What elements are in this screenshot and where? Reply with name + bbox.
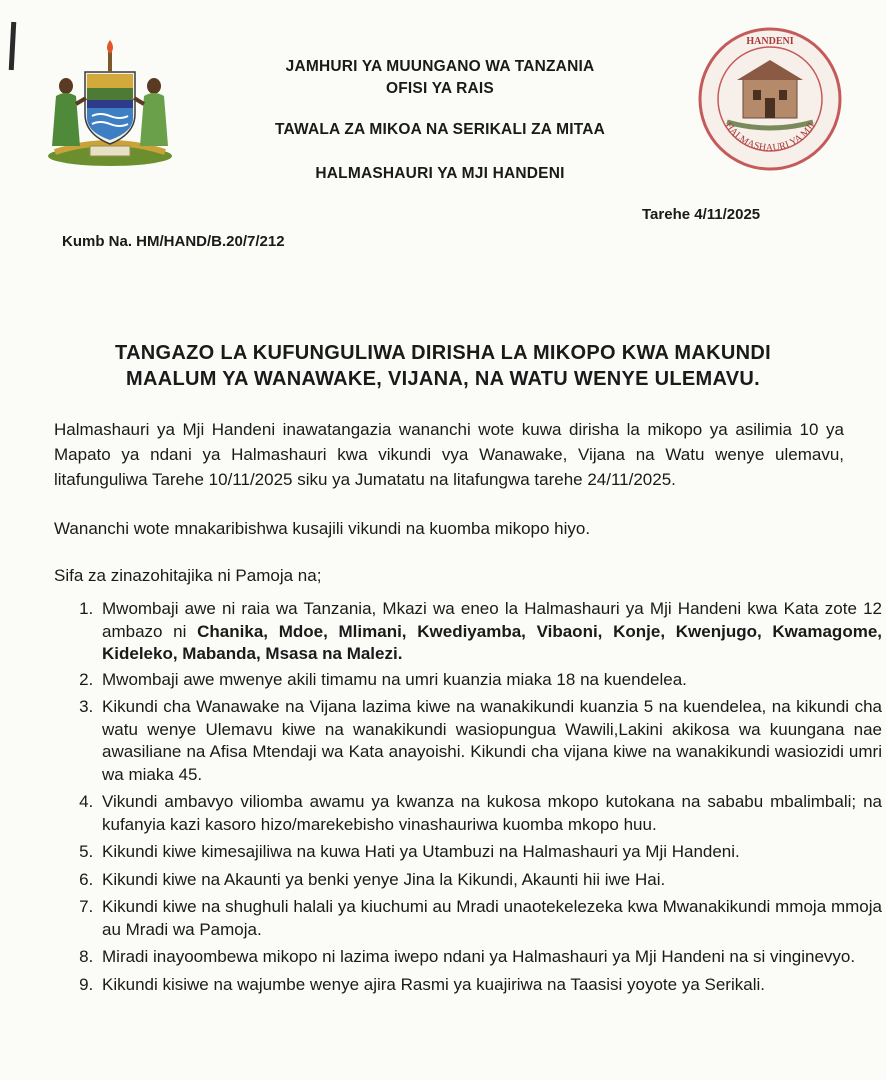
svg-text:HANDENI: HANDENI — [746, 36, 794, 47]
council-seal-icon — [697, 26, 843, 172]
intro-paragraph: Halmashauri ya Mji Handeni inawatangazia wananchi wote kuwa dirisha la mikopo ya asilimia 10 ya Mapato ya ndani ya Halmashauri kwa vikundi vya Wanawake, Vijana na Watu wenye ulemavu, litafunguliwa Tarehe 10/11/2025 siku ya Jumatatu na litafungwa tarehe 24/11/2025. — [54, 420, 844, 489]
announcement-title — [40, 340, 846, 392]
document-date: Tarehe 4/11/2025 — [642, 206, 761, 223]
reference-number: Kumb Na. HM/HAND/B.20/7/212 — [62, 233, 285, 250]
list-item: 4. Vikundi ambavyo viliomba awamu ya kwanza na kukosa mkopo kutokana na sababu mbalimbali; na kufanyia kazi kasoro hizo/marekebisho vinashauriwa kuomba mkopo huu. — [98, 791, 882, 836]
coat-of-arms-icon — [40, 34, 180, 169]
requirements-intro: Sifa za zinazohitajika ni Pamoja na; — [54, 566, 322, 585]
requirement-1-text: Mwombaji awe ni raia wa Tanzania, Mkazi wa eneo la Halmashauri ya Mji Handeni kwa Kata zote 12 ambazo ni — [102, 599, 882, 641]
header-council: HALMASHAURI YA MJI HANDENI — [315, 165, 565, 182]
header-administration: TAWALA ZA MIKOA NA SERIKALI ZA MITAA — [274, 121, 606, 138]
list-item: 2. Mwombaji awe mwenye akili timamu na umri kuanzia miaka 18 na kuendelea. — [98, 669, 882, 692]
ward-names: Chanika, Mdoe, Mlimani, Kwediyamba, Vibaoni, Konje, Kwenjugo, Kwamagome, Kideleko, Mabanda, Msasa na Malezi. — [102, 621, 882, 663]
header-office: OFISI YA RAIS — [386, 80, 494, 97]
list-item: 6. Kikundi kiwe na Akaunti ya benki yenye Jina la Kikundi, Akaunti hii iwe Hai. — [98, 869, 882, 892]
title-line-1: TANGAZO LA KUFUNGULIWA DIRISHA LA MIKOPO KWA MAKUNDI — [115, 342, 771, 364]
list-item — [98, 598, 882, 666]
header-republic: JAMHURI YA MUUNGANO WA TANZANIA — [285, 58, 595, 75]
requirements-list — [54, 598, 882, 1001]
list-item: 3. Kikundi cha Wanawake na Vijana lazima kiwe na wanakikundi kuanzia 5 na kuendelea, na kikundi cha watu wenye Ulemavu kiwe na wanakikundi wasiopungua Wawili,Lakini akikosa wa kuungana nae awasiliane na Afisa Mtendaji wa Kata anayoishi. Kikundi cha vijana kiwe na wanakikundi wasiozidi umri wa miaka 45. — [98, 696, 882, 786]
svg-text:HALMASHAURI YA MJI: HALMASHAURI YA MJI — [722, 120, 818, 154]
list-item: 9. Kikundi kisiwe na wajumbe wenye ajira Rasmi ya kuajiriwa na Taasisi yoyote ya Serikali. — [98, 974, 882, 997]
invitation-paragraph: Wananchi wote mnakaribishwa kusajili vikundi na kuomba mikopo hiyo. — [54, 519, 591, 538]
list-item: 8. Miradi inayoombewa mikopo ni lazima iwepo ndani ya Halmashauri ya Mji Handeni na si vinginevyo. — [98, 946, 882, 969]
title-line-2: MAALUM YA WANAWAKE, VIJANA, NA WATU WENYE ULEMAVU. — [126, 368, 760, 390]
pen-mark — [9, 22, 17, 70]
list-item: 7. Kikundi kiwe na shughuli halali ya kiuchumi au Mradi unaotekelezeka kwa Mwanakikundi mmoja mmoja au Mradi wa Pamoja. — [98, 896, 882, 941]
list-item: 5. Kikundi kiwe kimesajiliwa na kuwa Hati ya Utambuzi na Halmashauri ya Mji Handeni. — [98, 841, 882, 864]
